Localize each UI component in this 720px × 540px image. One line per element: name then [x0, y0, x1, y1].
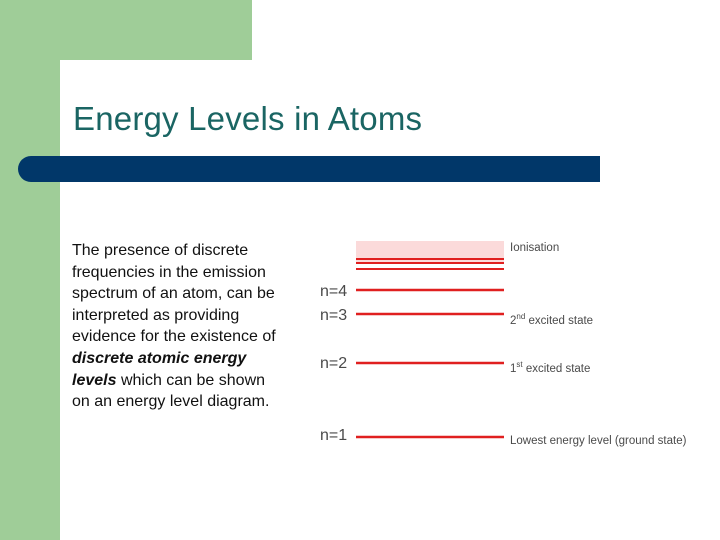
body-paragraph — [72, 240, 287, 413]
body-text-part1: The presence of discrete frequencies in the emission spectrum of an atom, can be interpreted as providing evidence for the existence of — [72, 242, 276, 346]
ionisation-label: Ionisation — [510, 242, 560, 254]
state-label-n1: Lowest energy level (ground state) — [510, 435, 687, 447]
left-green-band — [0, 0, 60, 540]
level-label-n1: n=1 — [320, 427, 348, 444]
title-underline-bar — [18, 156, 600, 182]
body-text-emphasis: discrete atomic energy levels — [72, 349, 247, 389]
state-label-n3: 2nd excited state — [510, 312, 594, 327]
energy-level-diagram — [310, 232, 710, 457]
slide-title: Energy Levels in Atoms — [73, 100, 423, 137]
level-label-n4: n=4 — [320, 283, 348, 300]
state-label-n2: 1st excited state — [510, 360, 591, 375]
level-label-n3: n=3 — [320, 307, 348, 324]
body-text-part2: which can be shown on an energy level diagram. — [72, 371, 270, 411]
level-label-n2: n=2 — [320, 355, 348, 372]
ionisation-band — [356, 241, 504, 264]
top-green-block — [0, 0, 252, 60]
